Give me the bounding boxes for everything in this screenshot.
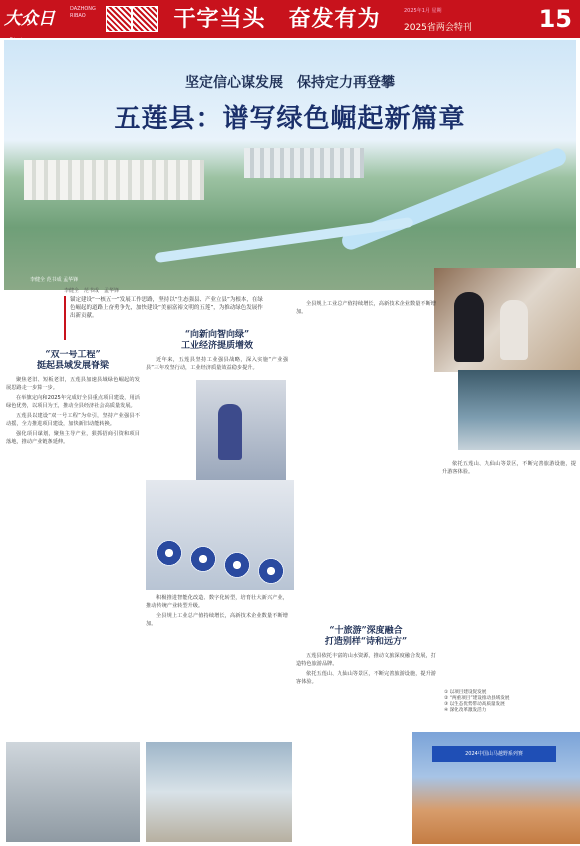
person-figure bbox=[454, 292, 484, 362]
paragraph: 全县规上工业总产值持续增长，高新技术企业数量不断增加。 bbox=[146, 613, 288, 627]
paragraph: 依托五莲山、九仙山等景区，不断完善旅游设施，提升游客体验。 bbox=[442, 461, 576, 475]
photo-workers bbox=[434, 268, 580, 372]
section-index bbox=[444, 690, 578, 734]
paragraph: 五莲县以建设“双一号工程”为牵引，坚持产业强县不动摇，全力推进项目建设，加快新旧动能转换。 bbox=[6, 413, 140, 427]
photo-scenery bbox=[458, 370, 580, 450]
paragraph: 依托五莲山、九仙山等景区，不断完善旅游设施，提升游客体验。 bbox=[296, 671, 436, 685]
paragraph: 在举旗定向和2025年完成好全县重点项目建设，用活绿色优势，以项目为王，推动全县经济社会高质量发展。 bbox=[6, 395, 140, 409]
paragraph: 积极推进智能化改造、数字化转型，培育壮大新兴产业，推动传统产业转型升级。 bbox=[146, 595, 288, 609]
spool-icon bbox=[156, 540, 182, 566]
photo-aerial-factory bbox=[6, 742, 140, 842]
photo-caption: 锚定建设“一核五一”发展工作思路，坚持以“生态强县、产业立县”为根本，在绿色崛起的道路上奋勇争先，加快建设“美丽富裕文明的五莲”，为推动绿色发展作出新贡献。 bbox=[64, 296, 266, 340]
qr-code-icon bbox=[106, 6, 132, 32]
caption-credit: 李健全 范书成 孟华锋 bbox=[64, 288, 120, 294]
paragraph: 近年来，五莲县坚持工业强县战略，深入实施“产业强县”三年攻坚行动，工业经济质量效益稳步提升。 bbox=[146, 357, 288, 371]
photo-credit: 李健全 范书成 孟华锋 bbox=[30, 277, 79, 283]
hero-aerial-photo bbox=[4, 40, 576, 290]
index-item: ② “两重项目”建设推动县域发展 bbox=[444, 696, 510, 701]
index-item: ④ 深化改革激发活力 bbox=[444, 708, 487, 713]
index-item: ① 以项目建设促发展 bbox=[444, 690, 487, 695]
paragraph: 全县规上工业总产值持续增长，高新技术企业数量不断增加。 bbox=[296, 301, 436, 315]
hero-buildings bbox=[244, 148, 364, 178]
section-title: “双一号工程” 挺起县域发展脊梁 bbox=[36, 350, 109, 371]
section-title: “十旅游”深度融合 打造别样“诗和远方” bbox=[324, 626, 408, 647]
special-issue-label: 2025省两会特刊 bbox=[404, 23, 472, 33]
page-number: 15 bbox=[538, 5, 572, 33]
photo-factory-worker bbox=[196, 380, 286, 480]
section-title: “向新向智向绿” 工业经济提质增效 bbox=[180, 330, 253, 351]
paragraph: 强化项目谋划，聚焦主导产业，狠抓招商引资和项目落地，推动产业链条延伸。 bbox=[6, 431, 140, 445]
column-2-lower bbox=[146, 594, 288, 738]
header-slogan: 干字当头 奋发有为 bbox=[173, 6, 381, 32]
spool-icon bbox=[190, 546, 216, 572]
photo-scenic-village bbox=[146, 742, 292, 842]
marathon-banner: 2024中国山马越野系列赛 bbox=[432, 746, 556, 762]
paragraph: 聚焦老旧、短板老旧，五莲县加速县域绿色崛起的发展思路走一步算一步。 bbox=[6, 377, 140, 391]
index-item: ③ 以生态优势带动高质量发展 bbox=[444, 702, 505, 707]
article-headline: 五莲县：谱写绿色崛起新篇章 bbox=[114, 104, 466, 134]
paragraph: 五莲县依托丰富的山水资源，推动文旅深度融合发展，打造特色旅游品牌。 bbox=[296, 653, 436, 667]
logo-subtitle: DAZHONG RIBAO bbox=[70, 6, 96, 19]
spool-icon bbox=[224, 552, 250, 578]
header-date: 2025年1月 星期 bbox=[404, 8, 442, 14]
worker-figure bbox=[218, 404, 242, 460]
photo-marathon bbox=[412, 732, 580, 844]
hero-buildings bbox=[24, 160, 204, 200]
hero-river bbox=[339, 146, 568, 253]
article-kicker: 坚定信心谋发展 保持定力再登攀 bbox=[185, 75, 395, 91]
newspaper-logo: 大众日 bbox=[4, 9, 55, 29]
photo-production-line bbox=[146, 480, 294, 590]
spool-icon bbox=[258, 558, 284, 584]
person-figure bbox=[500, 300, 528, 360]
